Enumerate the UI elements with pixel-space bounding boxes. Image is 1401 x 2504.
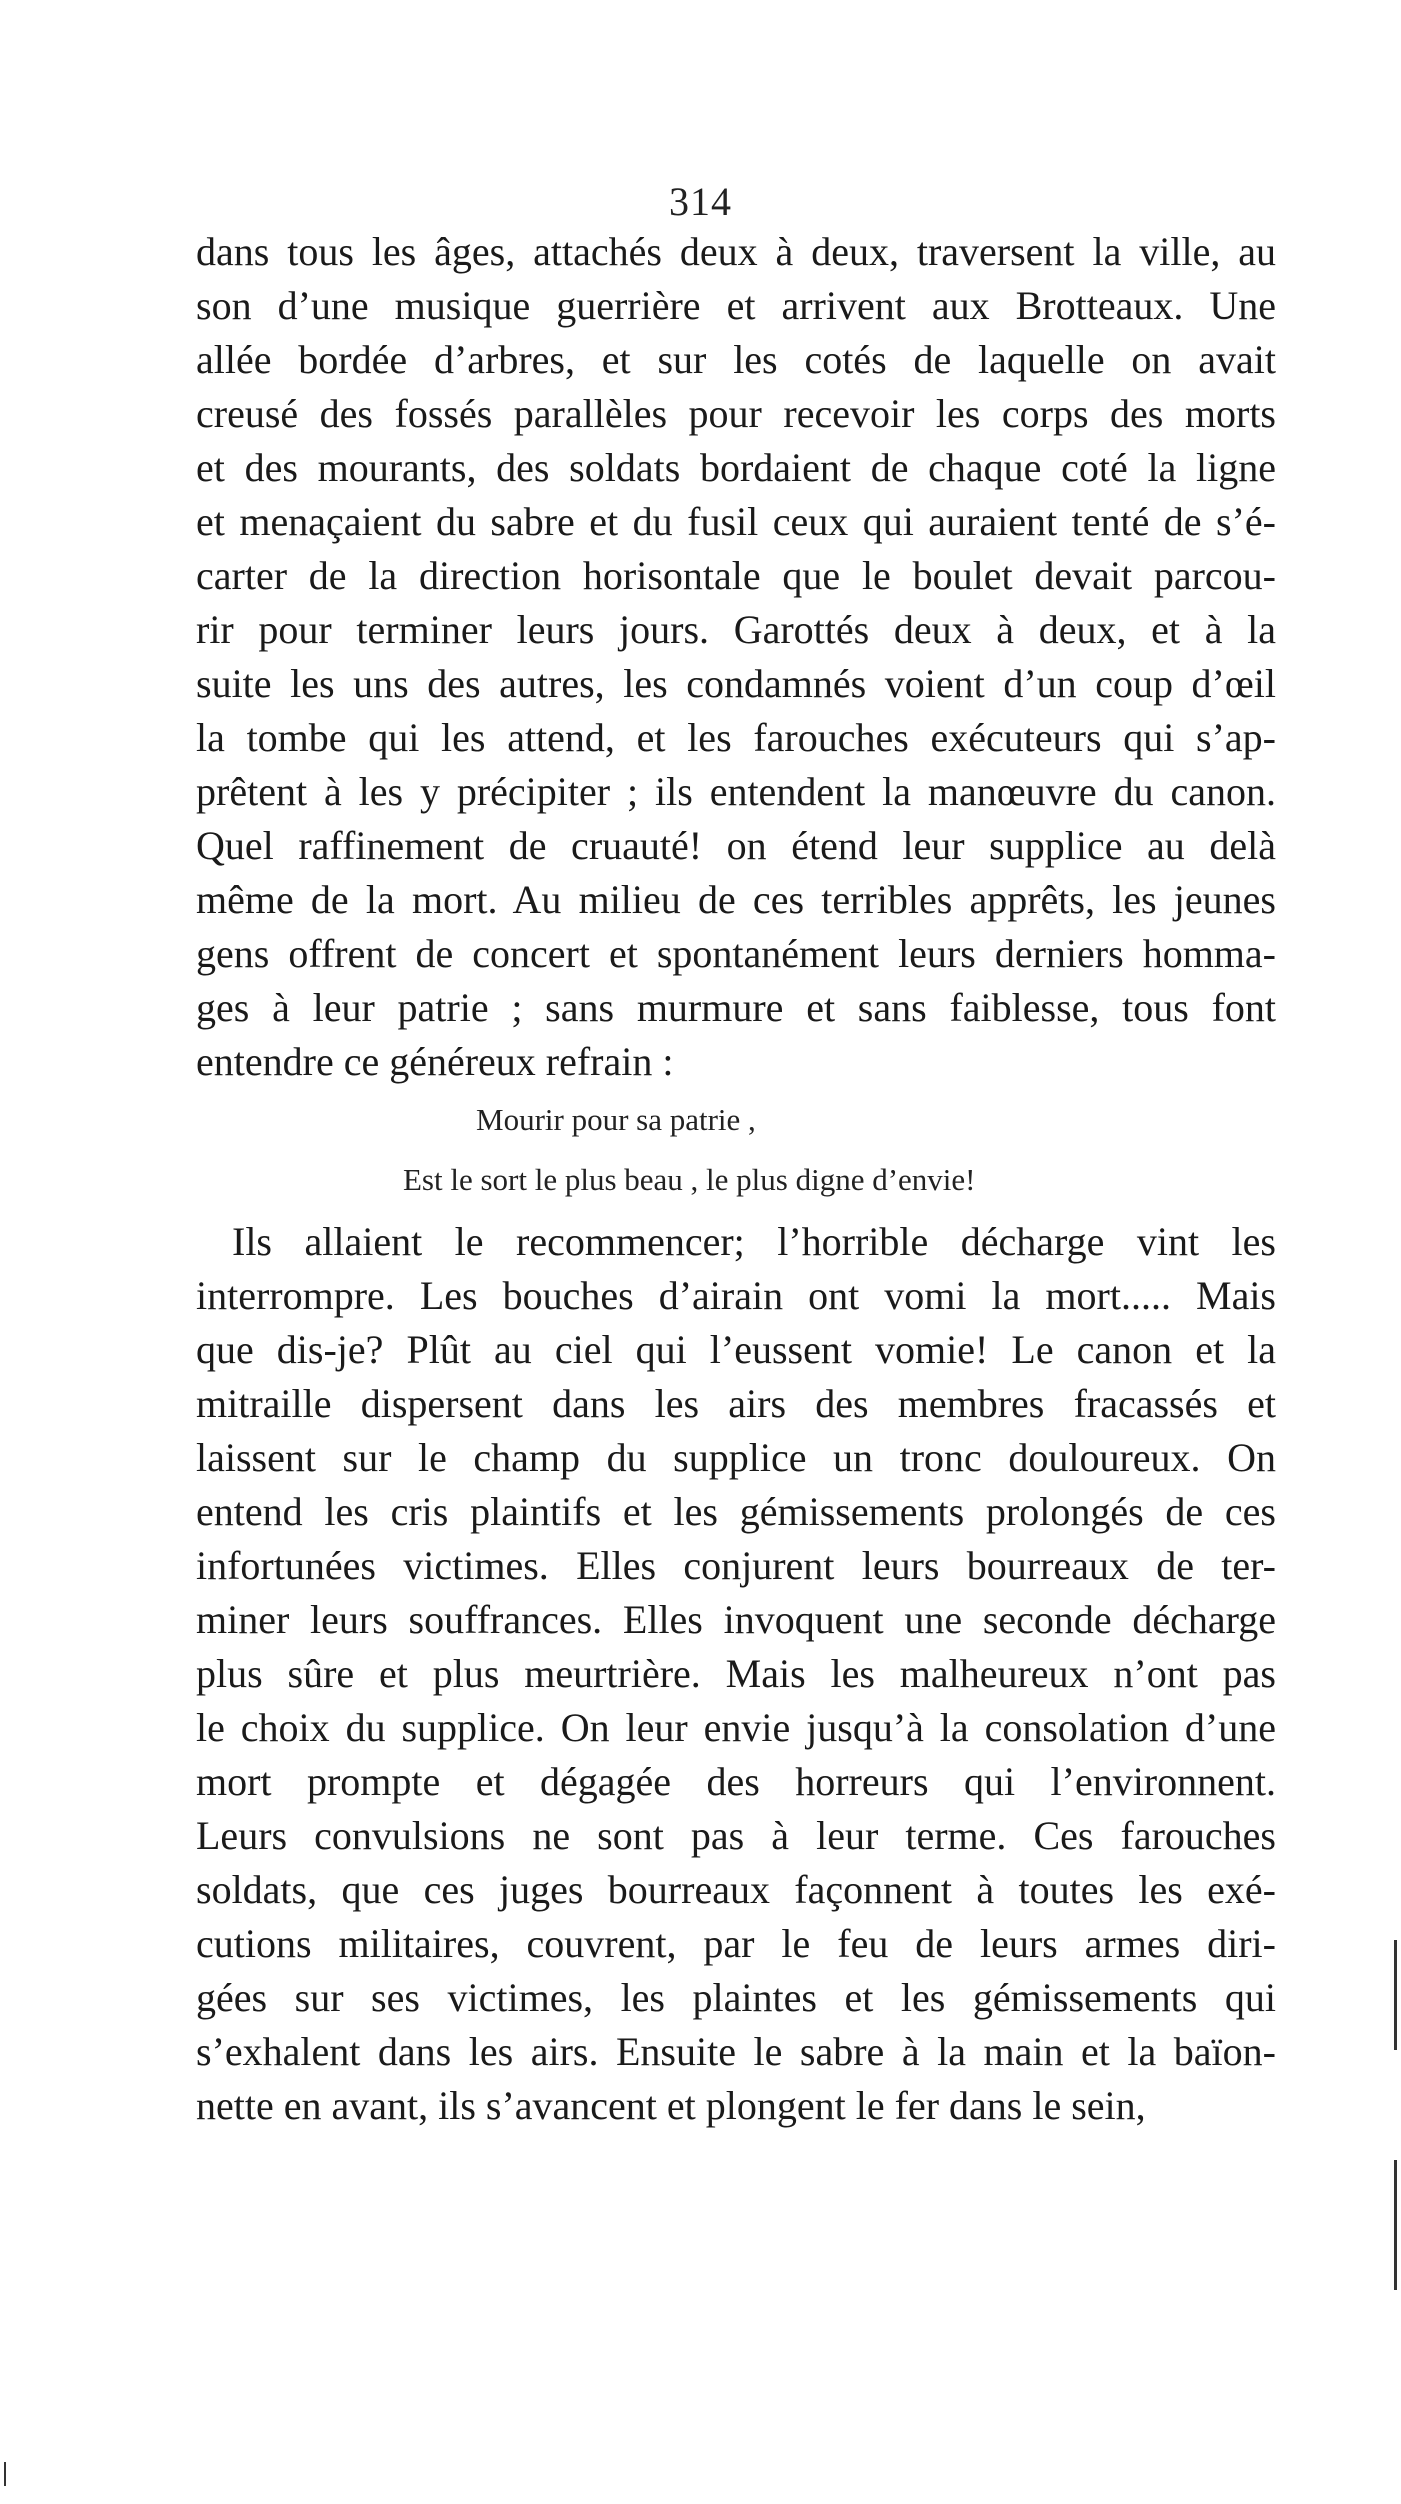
text-line: suite les uns des autres, les condamnés voient d’un coup d’œil bbox=[196, 661, 1276, 706]
text-line: cutions militaires, couvrent, par le feu de leurs armes diri- bbox=[196, 1921, 1276, 1966]
text-line: Quel raffinement de cruauté! on étend leur supplice au delà bbox=[196, 823, 1276, 868]
text-line: que dis-je? Plût au ciel qui l’eussent vomie! Le canon et la bbox=[196, 1327, 1276, 1372]
text-line: son d’une musique guerrière et arrivent aux Brotteaux. Une bbox=[196, 283, 1276, 328]
text-line: prêtent à les y précipiter ; ils entendent la manœuvre du canon. bbox=[196, 769, 1276, 814]
text-line: nette en avant, ils s’avancent et plongent le fer dans le sein, bbox=[196, 2083, 1146, 2128]
scan-edge-mark bbox=[1394, 2160, 1397, 2290]
text-line: le choix du supplice. On leur envie jusqu’à la consolation d’une bbox=[196, 1705, 1276, 1750]
paragraph-2 bbox=[196, 1215, 1276, 2133]
text-line: mort prompte et dégagée des horreurs qui l’environnent. bbox=[196, 1759, 1276, 1804]
text-line: rir pour terminer leurs jours. Garottés deux à deux, et à la bbox=[196, 607, 1276, 652]
text-line: ges à leur patrie ; sans murmure et sans faiblesse, tous font bbox=[196, 985, 1276, 1030]
paragraph-1 bbox=[196, 225, 1276, 1089]
text-line: s’exhalent dans les airs. Ensuite le sabre à la main et la baïon- bbox=[196, 2029, 1276, 2074]
text-line: gées sur ses victimes, les plaintes et les gémissements qui bbox=[196, 1975, 1276, 2020]
text-line: infortunées victimes. Elles conjurent leurs bourreaux de ter- bbox=[196, 1543, 1276, 1588]
text-line: plus sûre et plus meurtrière. Mais les malheureux n’ont pas bbox=[196, 1651, 1276, 1696]
scan-edge-mark bbox=[4, 2462, 6, 2486]
text-line: creusé des fossés parallèles pour recevoir les corps des morts bbox=[196, 391, 1276, 436]
text-line: miner leurs souffrances. Elles invoquent une seconde décharge bbox=[196, 1597, 1276, 1642]
text-line: mitraille dispersent dans les airs des membres fracassés et bbox=[196, 1381, 1276, 1426]
text-line: dans tous les âges, attachés deux à deux, traversent la ville, au bbox=[196, 229, 1276, 274]
text-line: et des mourants, des soldats bordaient de chaque coté la ligne bbox=[196, 445, 1276, 490]
text-line: entend les cris plaintifs et les gémissements prolongés de ces bbox=[196, 1489, 1276, 1534]
text-line: gens offrent de concert et spontanément leurs derniers homma- bbox=[196, 931, 1276, 976]
text-line: entendre ce généreux refrain : bbox=[196, 1039, 674, 1084]
text-line: Leurs convulsions ne sont pas à leur terme. Ces farouches bbox=[196, 1813, 1276, 1858]
page-number: 314 bbox=[669, 179, 732, 224]
text-line: interrompre. Les bouches d’airain ont vomi la mort..... Mais bbox=[196, 1273, 1276, 1318]
text-line: laissent sur le champ du supplice un tronc douloureux. On bbox=[196, 1435, 1276, 1480]
text-line: et menaçaient du sabre et du fusil ceux qui auraient tenté de s’é- bbox=[196, 499, 1276, 544]
text-line: même de la mort. Au milieu de ces terribles apprêts, les jeunes bbox=[196, 877, 1276, 922]
text-line: allée bordée d’arbres, et sur les cotés de laquelle on avait bbox=[196, 337, 1276, 382]
text-line: la tombe qui les attend, et les farouches exécuteurs qui s’ap- bbox=[196, 715, 1276, 760]
scan-edge-mark bbox=[1394, 1940, 1397, 2050]
text-line: carter de la direction horisontale que le boulet devait parcou- bbox=[196, 553, 1276, 598]
verse-line-1: Mourir pour sa patrie , bbox=[476, 1102, 756, 1137]
text-line: soldats, que ces juges bourreaux façonnent à toutes les exé- bbox=[196, 1867, 1276, 1912]
verse-line-2: Est le sort le plus beau , le plus digne d’envie! bbox=[403, 1162, 976, 1197]
text-line: Ils allaient le recommencer; l’horrible décharge vint les bbox=[232, 1219, 1276, 1264]
